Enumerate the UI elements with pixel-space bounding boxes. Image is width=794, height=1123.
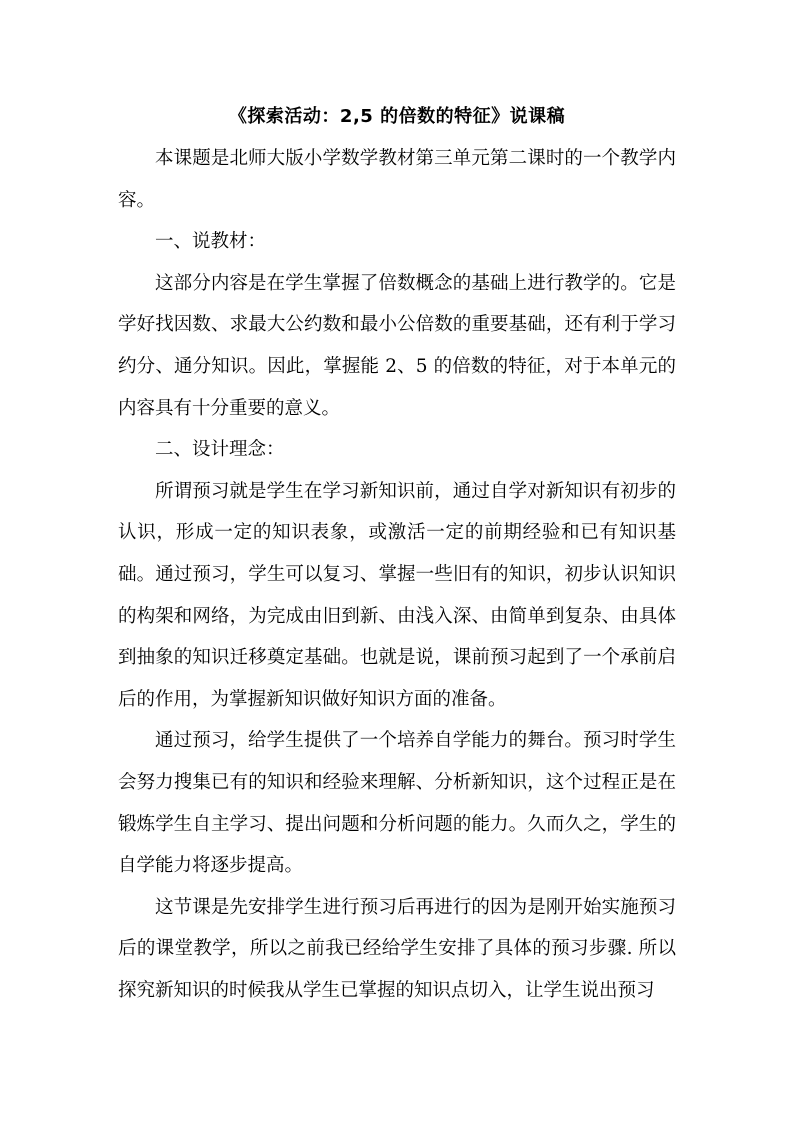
paragraph-lesson-arrangement: 这节课是先安排学生进行预习后再进行的因为是刚开始实施预习后的课堂教学，所以之前我已经给学生安排了具体的预习步骤. 所以探究新知识的时候我从学生已掌握的知识点切入，让学生说出预习 — [118, 896, 676, 1001]
section-heading-textbook: 一、说教材： — [155, 231, 267, 253]
document-title: 《探索活动：2,5 的倍数的特征》说课稿 — [228, 106, 566, 127]
paragraph-textbook: 这部分内容是在学生掌握了倍数概念的基础上进行教学的。它是学好找因数、求最大公约数和最小公倍数的重要基础，还有利于学习约分、通分知识。因此，掌握能 2、5 的倍数的特征，对于本单元的内容具有十分重要的意义。 — [118, 272, 676, 419]
section-heading-design: 二、设计理念： — [155, 439, 285, 461]
paragraph-preview-definition: 所谓预习就是学生在学习新知识前，通过自学对新知识有初步的认识，形成一定的知识表象，或激活一定的前期经验和已有知识基础。通过预习，学生可以复习、掌握一些旧有的知识，初步认识知识的构架和网络，为完成由旧到新、由浅入深、由简单到复杂、由具体到抽象的知识迁移奠定基础。也就是说，课前预习起到了一个承前启后的作用，为掌握新知识做好知识方面的准备。 — [118, 480, 676, 710]
paragraph-intro: 本课题是北师大版小学数学教材第三单元第二课时的一个教学内容。 — [118, 148, 676, 211]
document-page — [118, 104, 676, 1011]
paragraph-preview-benefit: 通过预习，给学生提供了一个培养自学能力的舞台。预习时学生会努力搜集已有的知识和经验来理解、分析新知识，这个过程正是在锻炼学生自主学习、提出问题和分析问题的能力。久而久之，学生的自学能力将逐步提高。 — [118, 730, 676, 877]
